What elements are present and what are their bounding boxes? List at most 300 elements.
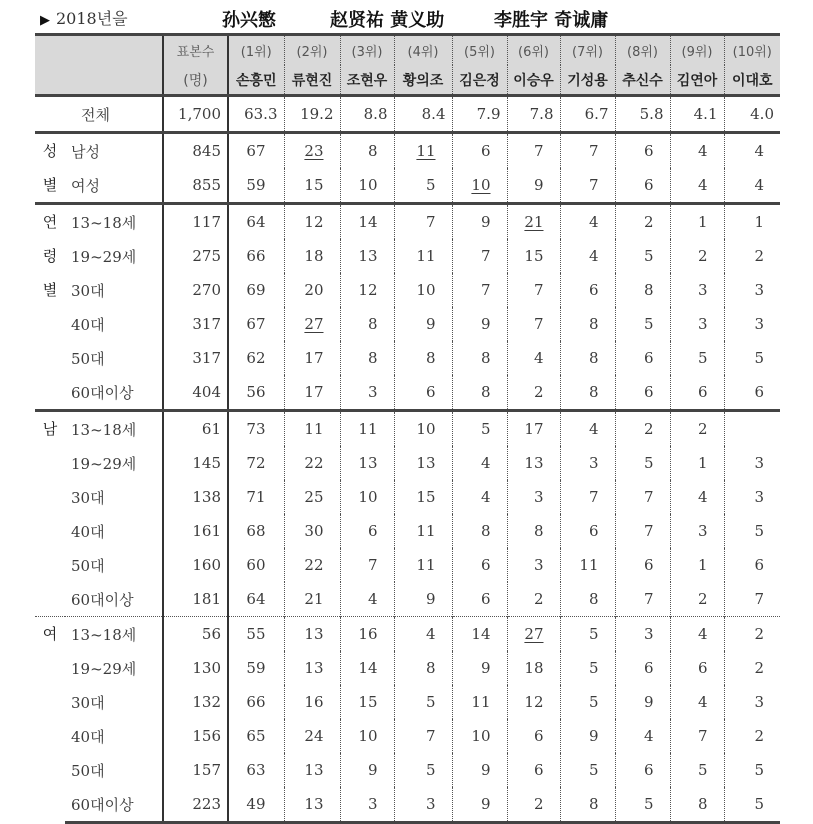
value-cell bbox=[394, 480, 452, 514]
value-text: 8 bbox=[588, 315, 599, 333]
value-cell bbox=[615, 787, 670, 823]
value-text: 4 bbox=[697, 625, 708, 643]
value-text: 2 bbox=[754, 247, 764, 265]
value-text: 9 bbox=[480, 795, 491, 813]
value-text: 23 bbox=[304, 142, 324, 160]
value-text: 8 bbox=[367, 349, 378, 367]
value-cell bbox=[394, 133, 452, 169]
value-cell bbox=[340, 168, 394, 204]
table-row bbox=[35, 480, 780, 514]
value-text: 6 bbox=[533, 727, 544, 745]
value-cell: 7.9 bbox=[452, 96, 507, 133]
value-cell bbox=[507, 168, 560, 204]
value-text: 7 bbox=[367, 556, 378, 574]
value-text: 15 bbox=[304, 176, 324, 194]
value-text: 10 bbox=[416, 420, 436, 438]
value-text: 63 bbox=[246, 761, 266, 779]
value-cell bbox=[670, 204, 724, 240]
value-cell bbox=[284, 719, 340, 753]
sample-cell: 117 bbox=[163, 204, 228, 240]
header-rank: (10위) bbox=[724, 35, 780, 66]
value-text: 9 bbox=[480, 761, 491, 779]
header-name: 조현우 bbox=[340, 65, 394, 96]
value-text: 9 bbox=[533, 176, 544, 194]
table-row bbox=[35, 375, 780, 411]
value-cell bbox=[228, 273, 284, 307]
value-cell bbox=[724, 582, 780, 617]
value-cell bbox=[394, 204, 452, 240]
value-cell bbox=[670, 133, 724, 169]
value-cell bbox=[560, 617, 615, 652]
value-cell bbox=[228, 685, 284, 719]
value-text: 13 bbox=[524, 454, 544, 472]
value-text: 59 bbox=[246, 176, 266, 194]
value-cell bbox=[507, 273, 560, 307]
value-cell bbox=[228, 787, 284, 823]
value-cell bbox=[615, 753, 670, 787]
value-text: 5 bbox=[754, 795, 764, 813]
table-row bbox=[35, 514, 780, 548]
value-text: 27 bbox=[524, 625, 544, 643]
header-rank: (8위) bbox=[615, 35, 670, 66]
table-row bbox=[35, 617, 780, 652]
value-cell: 4.0 bbox=[724, 96, 780, 133]
group-label-char: 성 bbox=[42, 142, 58, 160]
value-cell bbox=[340, 480, 394, 514]
value-cell bbox=[560, 375, 615, 411]
value-cell bbox=[228, 307, 284, 341]
table-row bbox=[35, 168, 780, 204]
group-label bbox=[35, 204, 65, 411]
value-cell bbox=[452, 204, 507, 240]
value-text: 2 bbox=[533, 383, 544, 401]
row-label: 19~29세 bbox=[71, 454, 137, 473]
value-text: 3 bbox=[367, 795, 378, 813]
value-text: 6 bbox=[697, 383, 708, 401]
value-cell bbox=[228, 446, 284, 480]
value-text: 7 bbox=[643, 590, 654, 608]
value-cell bbox=[560, 411, 615, 447]
table-row bbox=[35, 719, 780, 753]
row-label: 19~29세 bbox=[71, 659, 137, 678]
value-text: 6 bbox=[754, 556, 764, 574]
value-cell bbox=[615, 273, 670, 307]
value-text: 8 bbox=[588, 349, 599, 367]
value-cell bbox=[452, 273, 507, 307]
value-cell bbox=[284, 273, 340, 307]
value-cell bbox=[507, 787, 560, 823]
value-text: 6 bbox=[480, 556, 491, 574]
value-text: 18 bbox=[524, 659, 544, 677]
sample-cell: 275 bbox=[163, 239, 228, 273]
value-cell bbox=[507, 446, 560, 480]
value-cell bbox=[724, 133, 780, 169]
table-row bbox=[35, 133, 780, 169]
value-cell bbox=[452, 719, 507, 753]
sample-cell: 156 bbox=[163, 719, 228, 753]
value-text: 11 bbox=[416, 556, 436, 574]
table-header bbox=[35, 35, 780, 96]
value-cell bbox=[615, 446, 670, 480]
header-rank: (5위) bbox=[452, 35, 507, 66]
value-text: 10 bbox=[471, 176, 491, 194]
table-row bbox=[35, 307, 780, 341]
row-label: 60대이상 bbox=[71, 590, 134, 609]
value-text: 6 bbox=[643, 383, 654, 401]
value-cell bbox=[394, 651, 452, 685]
sample-cell: 130 bbox=[163, 651, 228, 685]
value-cell bbox=[284, 685, 340, 719]
table-row bbox=[35, 548, 780, 582]
value-cell bbox=[670, 446, 724, 480]
value-cell bbox=[724, 753, 780, 787]
value-text: 8 bbox=[697, 795, 708, 813]
value-text: 12 bbox=[358, 281, 378, 299]
triangle-marker-icon: ▶ bbox=[40, 13, 50, 28]
group-label-char: 여 bbox=[42, 625, 58, 643]
value-cell bbox=[340, 582, 394, 617]
value-text: 6 bbox=[588, 281, 599, 299]
caption bbox=[40, 6, 128, 29]
value-text: 7 bbox=[480, 247, 491, 265]
value-cell bbox=[615, 168, 670, 204]
value-cell bbox=[228, 133, 284, 169]
row-label: 40대 bbox=[71, 315, 105, 334]
header-name: 황의조 bbox=[394, 65, 452, 96]
value-text: 8 bbox=[480, 522, 491, 540]
value-text: 49 bbox=[246, 795, 266, 813]
table-row bbox=[35, 582, 780, 617]
value-cell bbox=[724, 204, 780, 240]
value-text: 18 bbox=[304, 247, 324, 265]
value-text: 9 bbox=[588, 727, 599, 745]
value-cell bbox=[670, 514, 724, 548]
header-rank: (4위) bbox=[394, 35, 452, 66]
header-name: 이승우 bbox=[507, 65, 560, 96]
value-text: 25 bbox=[304, 488, 324, 506]
value-cell: 19.2 bbox=[284, 96, 340, 133]
value-cell bbox=[452, 787, 507, 823]
table-row bbox=[35, 787, 780, 823]
value-text: 72 bbox=[246, 454, 266, 472]
value-text: 10 bbox=[358, 727, 378, 745]
group-label-char: 연 bbox=[42, 213, 58, 231]
value-cell bbox=[724, 273, 780, 307]
value-text: 60 bbox=[246, 556, 266, 574]
value-text: 8 bbox=[367, 142, 378, 160]
value-text: 30 bbox=[304, 522, 324, 540]
value-text: 1 bbox=[754, 213, 764, 231]
header-name: 김연아 bbox=[670, 65, 724, 96]
value-cell bbox=[507, 651, 560, 685]
value-text: 14 bbox=[358, 659, 378, 677]
value-text: 4 bbox=[480, 488, 491, 506]
value-text: 11 bbox=[579, 556, 599, 574]
value-cell bbox=[670, 168, 724, 204]
value-text: 3 bbox=[754, 693, 764, 711]
value-text: 17 bbox=[304, 383, 324, 401]
value-text: 3 bbox=[754, 454, 764, 472]
table-row-total bbox=[35, 96, 780, 133]
value-cell bbox=[670, 685, 724, 719]
table-row bbox=[35, 341, 780, 375]
value-text: 17 bbox=[524, 420, 544, 438]
caption-text: 2018년을 bbox=[56, 9, 128, 28]
value-text: 4 bbox=[697, 142, 708, 160]
value-cell bbox=[340, 787, 394, 823]
group-label bbox=[35, 133, 65, 204]
value-cell: 7.8 bbox=[507, 96, 560, 133]
value-cell bbox=[394, 753, 452, 787]
value-cell bbox=[615, 341, 670, 375]
value-cell bbox=[394, 719, 452, 753]
value-cell bbox=[228, 514, 284, 548]
value-text: 5 bbox=[697, 761, 708, 779]
sample-cell: 223 bbox=[163, 787, 228, 823]
value-cell bbox=[615, 685, 670, 719]
value-cell bbox=[394, 239, 452, 273]
value-cell bbox=[615, 411, 670, 447]
value-cell bbox=[670, 411, 724, 447]
value-cell bbox=[394, 307, 452, 341]
row-label: 60대이상 bbox=[71, 383, 134, 402]
value-cell bbox=[284, 617, 340, 652]
value-text: 6 bbox=[533, 761, 544, 779]
value-cell bbox=[340, 411, 394, 447]
value-text: 56 bbox=[246, 383, 266, 401]
value-cell bbox=[452, 685, 507, 719]
value-cell: 4.1 bbox=[670, 96, 724, 133]
value-cell bbox=[560, 787, 615, 823]
value-text: 13 bbox=[358, 454, 378, 472]
value-text: 8 bbox=[643, 281, 654, 299]
value-text: 59 bbox=[246, 659, 266, 677]
sample-cell: 270 bbox=[163, 273, 228, 307]
value-cell: 8.4 bbox=[394, 96, 452, 133]
row-label: 13~18세 bbox=[65, 411, 163, 447]
header-name: 김은정 bbox=[452, 65, 507, 96]
sample-cell: 161 bbox=[163, 514, 228, 548]
value-text: 13 bbox=[416, 454, 436, 472]
value-cell bbox=[560, 446, 615, 480]
header-name: 기성용 bbox=[560, 65, 615, 96]
value-text: 9 bbox=[480, 659, 491, 677]
value-cell bbox=[452, 133, 507, 169]
value-cell bbox=[340, 239, 394, 273]
value-cell bbox=[507, 548, 560, 582]
value-cell bbox=[452, 239, 507, 273]
value-text: 5 bbox=[754, 349, 764, 367]
row-label: 13~18세 bbox=[65, 617, 163, 652]
value-cell bbox=[452, 651, 507, 685]
value-text: 17 bbox=[304, 349, 324, 367]
value-cell bbox=[615, 582, 670, 617]
value-text: 55 bbox=[246, 625, 266, 643]
value-cell bbox=[670, 651, 724, 685]
row-label: 30대 bbox=[71, 281, 105, 300]
value-text: 5 bbox=[754, 761, 764, 779]
header-rank: (9위) bbox=[670, 35, 724, 66]
value-text: 3 bbox=[367, 383, 378, 401]
row-label: 여성 bbox=[71, 176, 100, 195]
value-cell bbox=[452, 617, 507, 652]
value-cell bbox=[394, 446, 452, 480]
value-text: 10 bbox=[471, 727, 491, 745]
value-cell bbox=[560, 273, 615, 307]
value-cell bbox=[507, 582, 560, 617]
value-text: 3 bbox=[588, 454, 599, 472]
value-text: 2 bbox=[643, 213, 654, 231]
value-cell bbox=[284, 307, 340, 341]
value-cell bbox=[724, 617, 780, 652]
value-text: 2 bbox=[754, 625, 764, 643]
value-text: 7 bbox=[480, 281, 491, 299]
value-cell bbox=[228, 480, 284, 514]
value-text: 6 bbox=[367, 522, 378, 540]
value-text: 2 bbox=[643, 420, 654, 438]
value-text: 5 bbox=[643, 247, 654, 265]
value-cell bbox=[452, 168, 507, 204]
value-cell bbox=[724, 411, 780, 447]
table-row bbox=[35, 273, 780, 307]
value-cell bbox=[284, 446, 340, 480]
group-label-char: 별 bbox=[42, 281, 58, 299]
value-cell bbox=[394, 685, 452, 719]
chinese-name-label: 孙兴慜 bbox=[222, 10, 276, 31]
value-text: 4 bbox=[697, 693, 708, 711]
value-text: 3 bbox=[533, 488, 544, 506]
value-text: 3 bbox=[697, 315, 708, 333]
value-cell bbox=[507, 685, 560, 719]
value-text: 10 bbox=[358, 176, 378, 194]
header-name: 손흥민 bbox=[228, 65, 284, 96]
value-text: 5 bbox=[588, 659, 599, 677]
value-cell bbox=[507, 411, 560, 447]
value-cell bbox=[670, 480, 724, 514]
header-rank: (7위) bbox=[560, 35, 615, 66]
value-text: 2 bbox=[697, 420, 708, 438]
value-text: 21 bbox=[304, 590, 324, 608]
value-cell bbox=[394, 341, 452, 375]
value-text: 8 bbox=[425, 659, 436, 677]
value-cell bbox=[615, 651, 670, 685]
value-cell bbox=[394, 548, 452, 582]
value-text: 69 bbox=[246, 281, 266, 299]
value-text: 7 bbox=[643, 488, 654, 506]
group-label-char: 별 bbox=[42, 176, 58, 194]
value-text: 7 bbox=[588, 488, 599, 506]
value-cell bbox=[452, 514, 507, 548]
value-text: 5 bbox=[643, 795, 654, 813]
value-text: 24 bbox=[304, 727, 324, 745]
value-cell bbox=[284, 168, 340, 204]
value-text: 4 bbox=[425, 625, 436, 643]
value-text: 21 bbox=[524, 213, 544, 231]
value-text: 7 bbox=[697, 727, 708, 745]
header-rank: (1위) bbox=[228, 35, 284, 66]
value-text: 8 bbox=[425, 349, 436, 367]
value-text: 1 bbox=[697, 556, 708, 574]
value-text: 13 bbox=[304, 625, 324, 643]
value-cell bbox=[228, 168, 284, 204]
header-name: 류현진 bbox=[284, 65, 340, 96]
sample-cell: 56 bbox=[163, 617, 228, 652]
value-cell bbox=[724, 685, 780, 719]
value-text: 5 bbox=[697, 349, 708, 367]
value-text: 3 bbox=[533, 556, 544, 574]
value-cell bbox=[507, 239, 560, 273]
value-text: 6 bbox=[643, 659, 654, 677]
row-label: 남성 bbox=[71, 142, 100, 161]
value-cell bbox=[724, 651, 780, 685]
value-text: 6 bbox=[643, 176, 654, 194]
value-text: 66 bbox=[246, 693, 266, 711]
value-cell bbox=[670, 341, 724, 375]
value-text: 7 bbox=[533, 142, 544, 160]
value-text: 27 bbox=[304, 315, 324, 333]
value-cell bbox=[560, 133, 615, 169]
header-sample-unit: (명) bbox=[163, 65, 228, 96]
value-text: 73 bbox=[246, 420, 266, 438]
value-cell bbox=[670, 719, 724, 753]
table-row bbox=[35, 446, 780, 480]
value-cell bbox=[228, 548, 284, 582]
value-text: 3 bbox=[697, 281, 708, 299]
value-text: 2 bbox=[754, 727, 764, 745]
row-label: 40대 bbox=[71, 522, 105, 541]
value-text: 6 bbox=[588, 522, 599, 540]
value-cell bbox=[615, 719, 670, 753]
preference-table bbox=[35, 33, 780, 824]
header-corner bbox=[35, 35, 163, 96]
value-text: 5 bbox=[425, 761, 436, 779]
value-cell bbox=[724, 548, 780, 582]
caption-bar bbox=[0, 0, 813, 32]
value-cell bbox=[560, 753, 615, 787]
group-label bbox=[35, 617, 65, 823]
value-cell bbox=[452, 753, 507, 787]
value-text: 6 bbox=[754, 383, 764, 401]
chinese-name-label: 李胜宇 奇诚庸 bbox=[494, 10, 609, 31]
row-label: 50대 bbox=[71, 761, 105, 780]
table-body bbox=[35, 96, 780, 823]
value-text: 64 bbox=[246, 590, 266, 608]
value-cell bbox=[670, 307, 724, 341]
value-cell bbox=[670, 273, 724, 307]
value-cell bbox=[670, 753, 724, 787]
value-cell bbox=[560, 719, 615, 753]
value-cell bbox=[507, 204, 560, 240]
value-cell bbox=[394, 514, 452, 548]
value-text: 5 bbox=[425, 693, 436, 711]
value-cell bbox=[615, 617, 670, 652]
value-cell bbox=[394, 168, 452, 204]
value-text: 7 bbox=[754, 590, 764, 608]
sample-cell: 404 bbox=[163, 375, 228, 411]
value-text: 6 bbox=[480, 590, 491, 608]
value-text: 1 bbox=[697, 454, 708, 472]
value-text: 6 bbox=[643, 349, 654, 367]
value-cell: 63.3 bbox=[228, 96, 284, 133]
value-text: 11 bbox=[358, 420, 378, 438]
value-cell bbox=[615, 204, 670, 240]
value-cell bbox=[560, 548, 615, 582]
value-cell bbox=[615, 307, 670, 341]
value-cell bbox=[560, 307, 615, 341]
value-cell bbox=[724, 168, 780, 204]
value-cell bbox=[394, 273, 452, 307]
value-text: 5 bbox=[588, 761, 599, 779]
